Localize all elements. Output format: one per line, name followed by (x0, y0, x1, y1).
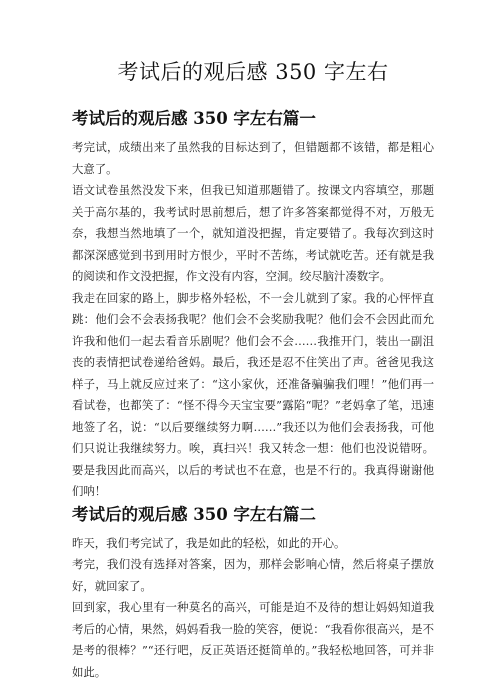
section-heading: 考试后的观后感 350 字左右篇二 (72, 503, 434, 527)
paragraph: 语文试卷虽然没发下来，但我已知道那题错了。按课文内容填空，那题关于高尔基的，我考试时思前想后，想了许多答案都觉得不对，万般无奈，我想当然地填了一个，就知道没把握，肯定要错了。我每次到这时都深深感觉到书到用时方恨少，平时不苦练，考试就吃苦。还有就是我的阅读和作文没把握，作文没有内容，空洞。绞尽脑汁凑数字。 (72, 180, 434, 288)
paragraph: 考完试，成绩出来了虽然我的目标达到了，但错题都不该错，都是粗心大意了。 (72, 137, 434, 180)
essay-section-2 (72, 503, 434, 683)
document-title: 考试后的观后感 350 字左右 (72, 58, 434, 86)
essay-section-1 (72, 107, 434, 503)
paragraph: 我走在回家的路上，脚步格外轻松，不一会儿就到了家。我的心怦怦直跳：他们会不会表扬我呢？他们会不会奖励我呢？他们会不会因此而允许我和他们一起去看音乐剧呢？他们会不会……我推开门，装出一副沮丧的表情把试卷递给爸妈。最后，我还是忍不住笑出了声。爸爸见我这样子，马上就反应过来了：“这小家伙，还准备骗骗我们哩！”他们再一看试卷，也都笑了：“怪不得今天宝宝要”露陷“呢？”老妈拿了笔，迅速地签了名，说：“以后要继续努力啊……”我还以为他们会表扬我，可他们只说让我继续努力。唉，真扫兴！我又转念一想：他们也没说错呀。要是我因此而高兴，以后的考试也不在意，也是不行的。我真得谢谢他们呐！ (72, 288, 434, 503)
paragraph: 回到家，我心里有一种莫名的高兴，可能是迫不及待的想让妈妈知道我考后的心情，果然，妈妈看我一脸的笑容，便说：“我看你很高兴，是不是考的很棒？”“还行吧，反正英语还挺简单的。”我轻松地回答，可并非如此。 (72, 597, 434, 683)
paragraph: 昨天，我们考完试了，我是如此的轻松，如此的开心。 (72, 533, 434, 555)
paragraph: 考完，我们没有选择对答案，因为，那样会影响心情，然后将桌子摆放好，就回家了。 (72, 554, 434, 597)
section-heading: 考试后的观后感 350 字左右篇一 (72, 107, 434, 131)
